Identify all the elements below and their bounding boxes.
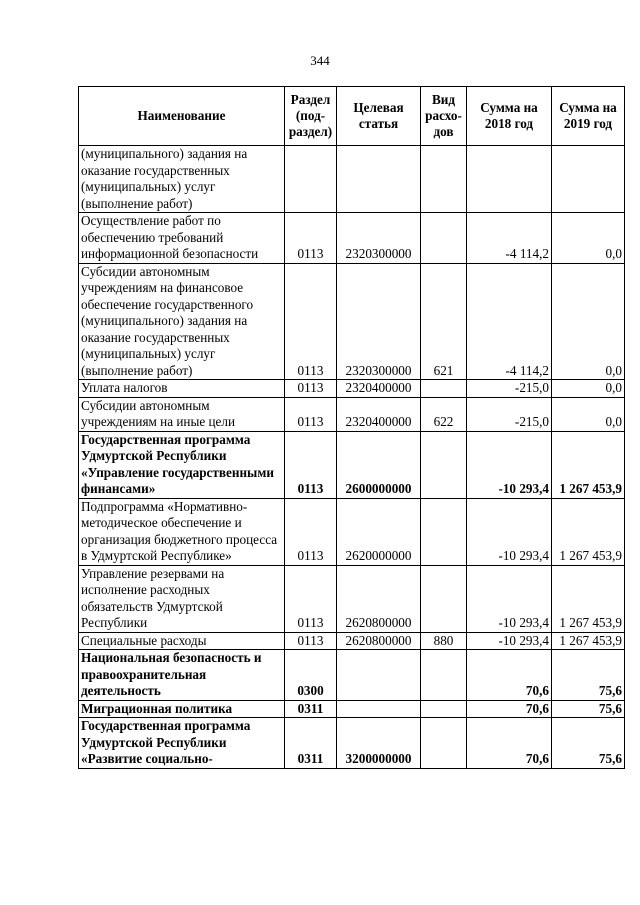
table-row [79, 213, 625, 264]
table-header-row [79, 87, 625, 146]
cell-section: 0113 [285, 213, 337, 264]
cell-kind [421, 565, 467, 632]
table-row [79, 632, 625, 650]
cell-sum-2019: 0,0 [552, 213, 625, 264]
cell-section: 0113 [285, 397, 337, 431]
cell-section: 0113 [285, 498, 337, 565]
cell-kind [421, 213, 467, 264]
cell-name: Государственная программа Удмуртской Республики «Развитие социально- [79, 718, 285, 769]
header-sum-2019: Сумма на 2019 год [552, 87, 625, 146]
cell-sum-2019: 75,6 [552, 700, 625, 718]
cell-kind [421, 700, 467, 718]
cell-sum-2019: 1 267 453,9 [552, 632, 625, 650]
header-target: Целевая статья [337, 87, 421, 146]
table-row [79, 565, 625, 632]
cell-sum-2019: 0,0 [552, 263, 625, 380]
cell-name: Субсидии автономным учреждениям на иные цели [79, 397, 285, 431]
cell-sum-2018: -215,0 [467, 397, 552, 431]
cell-section: 0113 [285, 565, 337, 632]
cell-target: 2620800000 [337, 565, 421, 632]
cell-sum-2019: 1 267 453,9 [552, 431, 625, 498]
cell-sum-2019 [552, 146, 625, 213]
cell-target: 2320300000 [337, 213, 421, 264]
table-row [79, 263, 625, 380]
cell-section: 0113 [285, 380, 337, 398]
cell-kind [421, 718, 467, 769]
table-row [79, 718, 625, 769]
cell-kind [421, 431, 467, 498]
table-row [79, 498, 625, 565]
cell-name: Специальные расходы [79, 632, 285, 650]
page-number: 344 [310, 53, 330, 68]
cell-kind: 880 [421, 632, 467, 650]
cell-sum-2018: -10 293,4 [467, 431, 552, 498]
cell-kind: 622 [421, 397, 467, 431]
cell-target: 2320400000 [337, 380, 421, 398]
cell-sum-2018: -10 293,4 [467, 498, 552, 565]
header-sum-2018: Сумма на 2018 год [467, 87, 552, 146]
cell-section: 0311 [285, 718, 337, 769]
table-row [79, 146, 625, 213]
cell-target [337, 650, 421, 701]
cell-name: (муниципального) задания на оказание государственных (муниципальных) услуг (выполнение работ) [79, 146, 285, 213]
table-row [79, 431, 625, 498]
table-row [79, 397, 625, 431]
cell-target: 2620800000 [337, 632, 421, 650]
cell-name: Национальная безопасность и правоохранительная деятельность [79, 650, 285, 701]
header-name: Наименование [79, 87, 285, 146]
cell-name: Государственная программа Удмуртской Республики «Управление государственными финансами» [79, 431, 285, 498]
cell-sum-2019: 75,6 [552, 650, 625, 701]
cell-sum-2018 [467, 146, 552, 213]
table-row [79, 650, 625, 701]
cell-kind: 621 [421, 263, 467, 380]
cell-kind [421, 380, 467, 398]
cell-section: 0311 [285, 700, 337, 718]
table-row [79, 380, 625, 398]
header-section: Раздел (под-раздел) [285, 87, 337, 146]
cell-target [337, 700, 421, 718]
cell-section: 0113 [285, 263, 337, 380]
cell-sum-2018: -10 293,4 [467, 565, 552, 632]
cell-section: 0113 [285, 431, 337, 498]
cell-target: 2600000000 [337, 431, 421, 498]
cell-name: Подпрограмма «Нормативно-методическое обеспечение и организация бюджетного процесса в Удмуртской Республике» [79, 498, 285, 565]
cell-section: 0300 [285, 650, 337, 701]
cell-target: 3200000000 [337, 718, 421, 769]
cell-sum-2018: -215,0 [467, 380, 552, 398]
cell-name: Миграционная политика [79, 700, 285, 718]
cell-sum-2019: 1 267 453,9 [552, 565, 625, 632]
cell-sum-2018: 70,6 [467, 700, 552, 718]
cell-sum-2018: 70,6 [467, 650, 552, 701]
cell-kind [421, 650, 467, 701]
cell-sum-2018: -4 114,2 [467, 263, 552, 380]
cell-sum-2019: 1 267 453,9 [552, 498, 625, 565]
table-row [79, 700, 625, 718]
cell-section [285, 146, 337, 213]
cell-sum-2018: -4 114,2 [467, 213, 552, 264]
cell-target [337, 146, 421, 213]
cell-name: Субсидии автономным учреждениям на финансовое обеспечение государственного (муниципального) задания на оказание государственных (муниципальных) услуг (выполнение работ) [79, 263, 285, 380]
cell-name: Уплата налогов [79, 380, 285, 398]
cell-name: Управление резервами на исполнение расходных обязательств Удмуртской Республики [79, 565, 285, 632]
cell-name: Осуществление работ по обеспечению требований информационной безопасности [79, 213, 285, 264]
cell-sum-2019: 75,6 [552, 718, 625, 769]
budget-table [78, 86, 625, 769]
cell-target: 2320400000 [337, 397, 421, 431]
cell-sum-2018: 70,6 [467, 718, 552, 769]
cell-kind [421, 146, 467, 213]
cell-sum-2019: 0,0 [552, 397, 625, 431]
cell-sum-2019: 0,0 [552, 380, 625, 398]
cell-sum-2018: -10 293,4 [467, 632, 552, 650]
header-kind: Вид расхо-дов [421, 87, 467, 146]
cell-target: 2620000000 [337, 498, 421, 565]
cell-kind [421, 498, 467, 565]
cell-target: 2320300000 [337, 263, 421, 380]
cell-section: 0113 [285, 632, 337, 650]
